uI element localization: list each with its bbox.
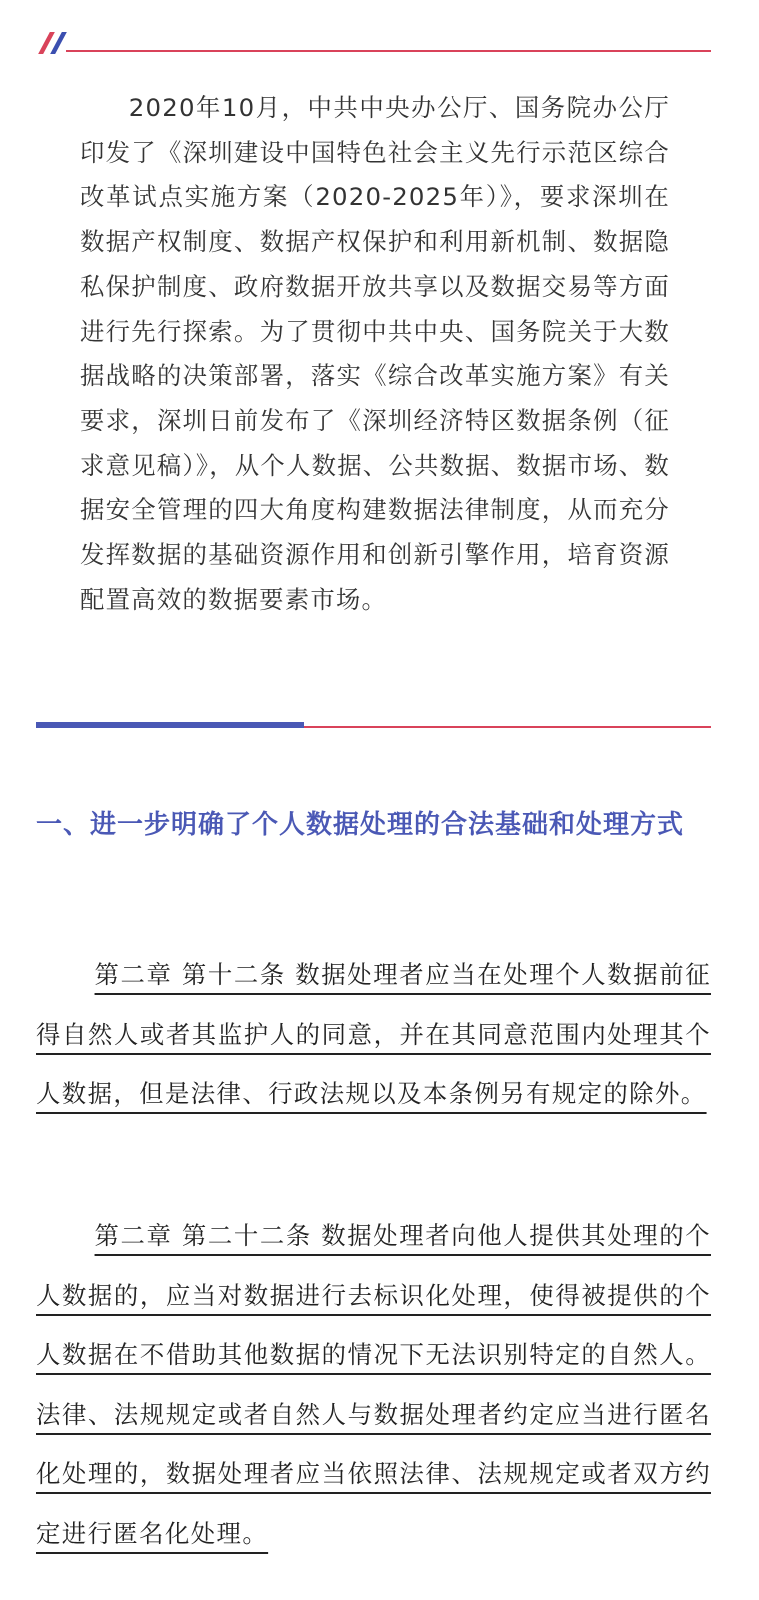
article-text: 第二章 第十二条 数据处理者应当在处理个人数据前征得自然人或者其监护人的同意，并在其同意范围内处理其个人数据，但是法律、行政法规以及本条例另有规定的除外。 bbox=[36, 960, 711, 1108]
intro-paragraph: 2020年10月，中共中央办公厅、国务院办公厅印发了《深圳建设中国特色社会主义先行示范区综合改革试点实施方案（2020-2025年）》，要求深圳在数据产权制度、数据产权保护和利用新机制、数据隐私保护制度、政府数据开放共享以及数据交易等方面进行先行探索。为了贯彻中共中央、国务院关于大数据战略的决策部署，落实《综合改革实施方案》有关要求，深圳日前发布了《深圳经济特区数据条例（征求意见稿）》，从个人数据、公共数据、数据市场、数据安全管理的四大角度构建数据法律制度，从而充分发挥数据的基础资源作用和创新引擎作用，培育资源配置高效的数据要素市场。 bbox=[80, 93, 670, 614]
divider-red-line bbox=[304, 726, 711, 728]
top-decoration bbox=[36, 28, 711, 58]
divider-blue-bar bbox=[36, 722, 304, 728]
article-paragraph-2 bbox=[36, 1206, 711, 1563]
top-divider-line bbox=[66, 50, 711, 52]
article-text: 第二章 第二十二条 数据处理者向他人提供其处理的个人数据的，应当对数据进行去标识化处理，使得被提供的个人数据在不借助其他数据的情况下无法识别特定的自然人。法律、法规规定或者自然人与数据处理者约定应当进行匿名化处理的，数据处理者应当依照法律、法规规定或者双方约定进行匿名化处理。 bbox=[36, 1221, 711, 1548]
section-divider bbox=[36, 722, 711, 728]
section-title: 一、进一步明确了个人数据处理的合法基础和处理方式 bbox=[36, 810, 685, 840]
article-paragraph-1 bbox=[36, 945, 711, 1124]
